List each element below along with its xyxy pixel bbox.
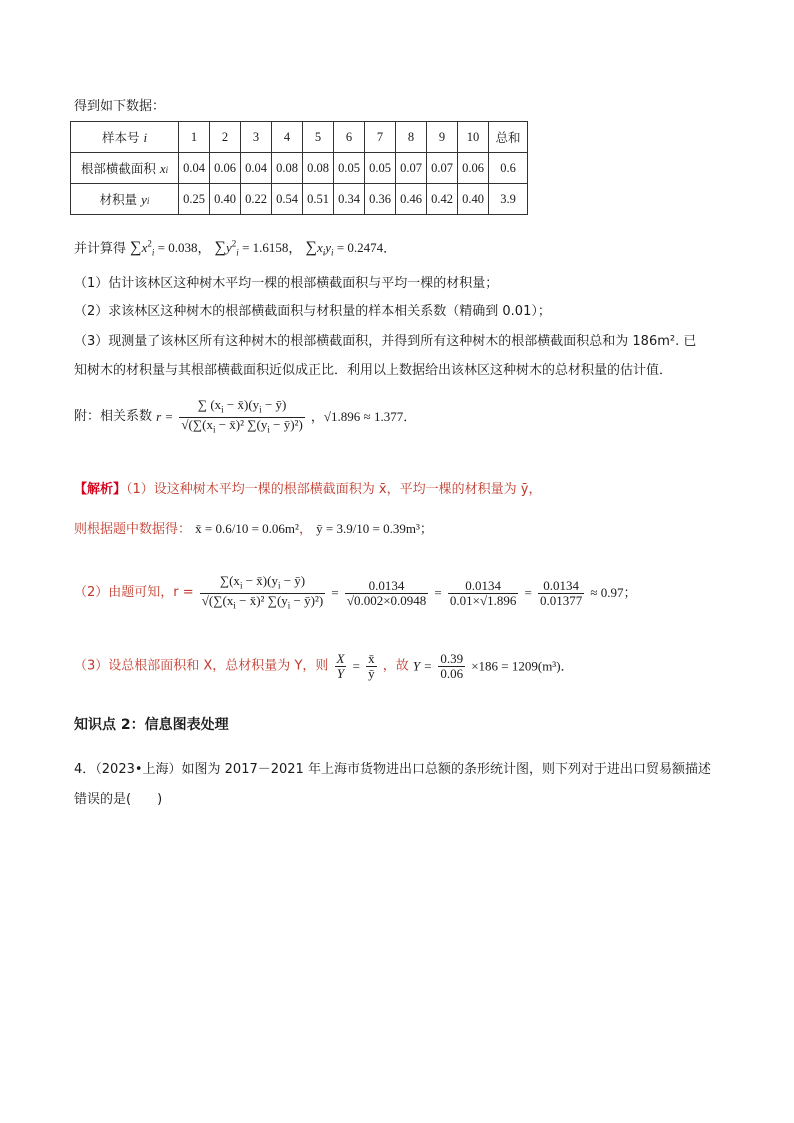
sample-number-cell: 3 bbox=[241, 122, 272, 153]
row2-var: y bbox=[141, 192, 147, 207]
correlation-result: ≈ 0.97； bbox=[590, 585, 637, 601]
table-row bbox=[71, 184, 528, 215]
sample-number-cell: 4 bbox=[272, 122, 303, 153]
row2-value-cell: 0.54 bbox=[272, 184, 303, 215]
row2-label-cell: 材积量 yi bbox=[71, 184, 179, 215]
sum-x-squared: $\sum x^2_i = 0.038$ bbox=[130, 239, 198, 258]
question-3-line2: 知树木的材积量与其根部横截面积近似成正比．利用以上数据给出该林区这种树木的总材积量的估计值． bbox=[74, 363, 673, 378]
sample-number-cell: 10 bbox=[458, 122, 489, 153]
row2-value-cell: 0.36 bbox=[365, 184, 396, 215]
row1-var: x bbox=[159, 161, 166, 176]
table-row bbox=[71, 153, 528, 184]
correlation-formula-2: $\frac{\sum(x_i - x̄)(y_i - ȳ)}{√(\sum(x_i - x̄)^2 \sum(y_i - ȳ)^2)}$ bbox=[201, 573, 324, 611]
r-variable: r = bbox=[156, 409, 174, 425]
sum-xy: $\sum x_iy_i = 0.2474$ bbox=[305, 239, 384, 258]
sample-number-cell: 1 bbox=[179, 122, 210, 153]
fraction-ratio: $\frac{0.39}{0.06}$ bbox=[440, 651, 464, 681]
row2-value-cell: 0.34 bbox=[334, 184, 365, 215]
fraction-2: $\frac{0.0134}{0.01\times√1.896}$ bbox=[449, 577, 517, 608]
sum-y-squared: $\sum y^2_i = 1.6158$ bbox=[214, 239, 289, 258]
row1-label: 根部横截面积 bbox=[80, 161, 156, 176]
sqrt-note: ，√1.896 ≈ 1.377． bbox=[310, 409, 417, 425]
solution-step-2: （2）由题可知，r = $\frac{\sum(x_i - x̄)(y_i - ȳ)}{√(\sum(x_i - x̄)^2 \sum(y_i - ȳ)^2)}$ = $\frac{0.0134}{√0.002\times 0.0948}$ = $\frac{0.0134}{0.01\times√1.896}$ = $\frac{0.0134}{0.01377}$ ≈ 0.97； bbox=[74, 573, 637, 611]
solution-step-1b: 则根据题中数据得： x̄ = 0.6/10 = 0.06m²， ȳ = 3.9/10 = 0.39m³； bbox=[74, 521, 433, 537]
row2-value-cell: 0.42 bbox=[427, 184, 458, 215]
mean-y: ȳ = 3.9/10 = 0.39m³； bbox=[316, 521, 433, 536]
row1-value-cell: 0.05 bbox=[334, 153, 365, 184]
row1-value-cell: 0.07 bbox=[427, 153, 458, 184]
data-table bbox=[70, 121, 528, 215]
row2-value-cell: 0.25 bbox=[179, 184, 210, 215]
row2-value-cell: 0.40 bbox=[210, 184, 241, 215]
fraction-XY: $\frac{X}{Y}$ bbox=[336, 651, 345, 681]
row1-value-cell: 0.07 bbox=[396, 153, 427, 184]
question-3-line1: （3）现测量了该林区所有这种树木的根部横截面积，并得到所有这种树木的根部横截面积总和为 186m². 已 bbox=[74, 334, 697, 349]
mean-x: x̄ = 0.6/10 = 0.06m² bbox=[195, 521, 299, 536]
row1-value-cell: 0.06 bbox=[458, 153, 489, 184]
section-heading: 知识点 2：信息图表处理 bbox=[74, 717, 229, 733]
total-header-cell: 总和 bbox=[489, 122, 528, 153]
sample-number-cell: 5 bbox=[303, 122, 334, 153]
total-volume-result: ×186 = 1209(m³)． bbox=[471, 658, 574, 674]
solution-tag: 【解析】 bbox=[74, 482, 127, 497]
sample-number-cell: 9 bbox=[427, 122, 458, 153]
sample-number-cell: 6 bbox=[334, 122, 365, 153]
solution-step-1: 【解析】（1）设这种树木平均一棵的根部横截面积为 x̄，平均一棵的材积量为 ȳ， bbox=[74, 482, 542, 497]
intro-text: 得到如下数据： bbox=[74, 99, 166, 114]
row1-value-cell: 0.04 bbox=[179, 153, 210, 184]
row2-value-cell: 0.22 bbox=[241, 184, 272, 215]
question-1: （1）估计该林区这种树木平均一棵的根部横截面积与平均一棵的材积量； bbox=[74, 276, 499, 291]
sample-number-cell: 8 bbox=[396, 122, 427, 153]
question-2: （2）求该林区这种树木的根部横截面积与材积量的样本相关系数（精确到 0.01）； bbox=[74, 304, 551, 319]
row1-label-cell: 根部横截面积 xi bbox=[71, 153, 179, 184]
table-row bbox=[71, 122, 528, 153]
row2-label: 材积量 bbox=[99, 192, 138, 207]
appendix-formula bbox=[74, 398, 416, 436]
row2-total-cell: 3.9 bbox=[489, 184, 528, 215]
computed-prefix: 并计算得 bbox=[74, 241, 127, 257]
solution-step-3: （3）设总根部面积和 X，总材积量为 Y，则 $\frac{X}{Y}$ = $\frac{x̄}{ȳ}$ ，故 Y = $\frac{0.39}{0.06}$ ×186 = 1209(m³)． bbox=[74, 651, 574, 681]
fraction-3: $\frac{0.0134}{0.01377}$ bbox=[540, 577, 583, 608]
row2-value-cell: 0.40 bbox=[458, 184, 489, 215]
table-header-cell bbox=[71, 122, 179, 153]
row2-value-cell: 0.51 bbox=[303, 184, 334, 215]
correlation-formula: $\frac{\sum (x_i - x̄)(y_i - ȳ)}{√(\sum(x_i - x̄)^2 \sum(y_i - ȳ)^2)}$ bbox=[181, 397, 303, 435]
sample-number-cell: 7 bbox=[365, 122, 396, 153]
fraction-1: $\frac{0.0134}{√0.002\times 0.0948}$ bbox=[346, 577, 427, 608]
row1-value-cell: 0.08 bbox=[303, 153, 334, 184]
row2-value-cell: 0.46 bbox=[396, 184, 427, 215]
row1-total-cell: 0.6 bbox=[489, 153, 528, 184]
fraction-means: $\frac{x̄}{ȳ}$ bbox=[368, 651, 375, 681]
header-var: i bbox=[143, 130, 148, 145]
appendix-label: 附：相关系数 bbox=[74, 409, 153, 425]
row1-value-cell: 0.08 bbox=[272, 153, 303, 184]
problem-4-line1: 4．（2023•上海）如图为 2017－2021 年上海市货物进出口总额的条形统计图，则下列对于进出口贸易额描述 bbox=[74, 762, 711, 777]
problem-4-line2: 错误的是( ) bbox=[74, 792, 163, 807]
row1-value-cell: 0.04 bbox=[241, 153, 272, 184]
row1-value-cell: 0.05 bbox=[365, 153, 396, 184]
row1-value-cell: 0.06 bbox=[210, 153, 241, 184]
computed-sums: 并计算得 $\sum x^2_i = 0.038$， $\sum y^2_i = 1.6158$， $\sum x_iy_i = 0.2474$． bbox=[74, 239, 397, 258]
sample-number-cell: 2 bbox=[210, 122, 241, 153]
header-label: 样本号 bbox=[101, 130, 140, 145]
